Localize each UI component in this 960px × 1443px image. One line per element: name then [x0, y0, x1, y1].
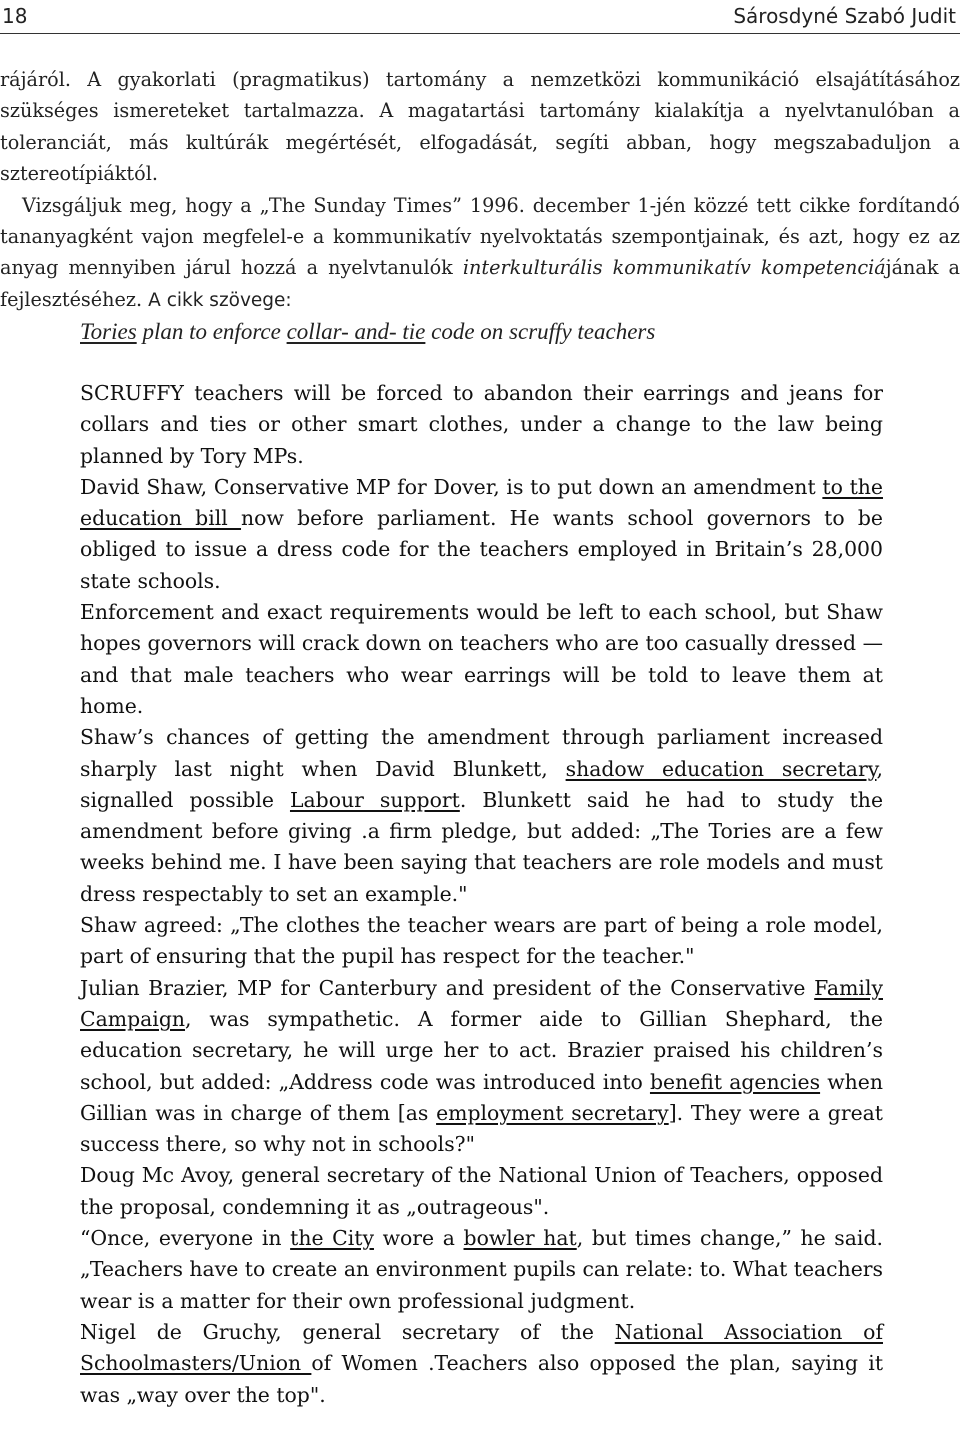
- link-shadow-education-secretary[interactable]: shadow education secretary: [565, 756, 877, 781]
- p6-text-4: ]. They were a great success there, so why not in schools?": [80, 1100, 883, 1157]
- p2-text-2: now before parliament. He wants school governors to be obliged to issue a dress code for the teachers employed in Britain’s 28,000 state schools.: [80, 506, 883, 593]
- title-link-tories[interactable]: Tories: [80, 319, 137, 345]
- title-text: plan to enforce: [136, 319, 287, 345]
- link-national-association[interactable]: National Association of Schoolmasters/Union: [80, 1319, 883, 1376]
- title-text-2: code on scruffy teachers: [425, 319, 656, 345]
- title-link-collar[interactable]: collar- and- tie: [286, 319, 426, 345]
- link-education-bill[interactable]: to the education bill: [80, 474, 883, 531]
- article-body: [80, 378, 883, 1411]
- p8-text: “Once, everyone in: [80, 1226, 291, 1251]
- intro-paragraph-1: rájáról. A gyakorlati (pragmatikus) tartomány a nemzetközi kommunikáció elsajátításához szükséges ismereteket tartalmazza. A magatartási tartomány kialakítja a nyelvtanulóban a toleranciát, más kultúrák megértését, elfogadását, segíti abban, hogy megszabaduljon a sztereotípiáktól.: [0, 68, 960, 186]
- article-title: [0, 317, 960, 347]
- article-paragraph-8: [80, 1223, 883, 1317]
- p4-text-3: . Blunkett said he had to study the amendment before giving .a firm pledge, but added: „The Tories are a few weeks behind me. I have been saying that teachers are role models and must dress respectably to set an example.": [80, 787, 884, 906]
- intro-text: [0, 64, 960, 347]
- running-head-author: Sárosdyné Szabó Judit: [733, 4, 956, 28]
- article-paragraph-7: Doug Mc Avoy, general secretary of the National Union of Teachers, opposed the proposal, condemning it as „outrageous".: [80, 1163, 883, 1219]
- article-paragraph-6: [80, 973, 883, 1161]
- link-bowler-hat[interactable]: bowler hat: [463, 1226, 577, 1251]
- article-paragraph-4: [80, 722, 883, 910]
- p8-text-2: wore a: [373, 1226, 464, 1251]
- page-number: 18: [2, 4, 28, 28]
- article-paragraph-3: Enforcement and exact requirements would be left to each school, but Shaw hopes governors will crack down on teachers who are too casually dressed — and that male teachers who wear earrings will be told to leave them at home.: [80, 600, 883, 718]
- p4-text: Shaw’s chances of getting the amendment through parliament increased sharply last night when David Blunkett,: [80, 725, 883, 781]
- p6-text-2: , was sympathetic. A former aide to Gillian Shephard, the education secretary, he will urge her to act. Brazier praised his children’s school, but added: „Address code was introduced into: [80, 1006, 883, 1094]
- article-paragraph-9: [80, 1317, 883, 1411]
- link-labour-support[interactable]: Labour support: [289, 787, 460, 812]
- link-family-campaign[interactable]: Family Campaign: [80, 975, 883, 1031]
- intro-p2-text-3: A cikk szövege:: [148, 289, 292, 311]
- p6-text: Julian Brazier, MP for Canterbury and president of the Conservative: [80, 975, 815, 1000]
- article-paragraph-5: Shaw agreed: „The clothes the teacher wears are part of being a role model, part of ensuring that the pupil has respect for the teacher.": [80, 913, 883, 969]
- p8-text-3: , but times change,” he said. „Teachers have to create an environment pupils can relate: to. What teachers wear is a matter for their own professional judgment.: [80, 1226, 883, 1313]
- article-paragraph-2: [80, 472, 883, 597]
- link-benefit-agencies[interactable]: benefit agencies: [649, 1069, 821, 1094]
- p4-text-2: , signalled possible: [80, 756, 883, 812]
- p9-text-2: of Women .Teachers also opposed the plan, saying it was „way over the top".: [80, 1351, 884, 1407]
- p9-text: Nigel de Gruchy, general secretary of the: [80, 1319, 615, 1344]
- p2-text: David Shaw, Conservative MP for Dover, is to put down an amendment: [80, 474, 823, 499]
- intro-p2-text: Vizsgáljuk meg, hogy a „The Sunday Times” 1996. december 1-jén közzé tett cikke fordítandó tananyagként vajon megfelel-e a kommunikatív nyelvoktatás szempontjainak, és azt, hogy ez az anyag mennyiben járul hozzá a nyelvtanulók: [0, 193, 960, 280]
- link-employment-secretary[interactable]: employment secretary: [436, 1100, 669, 1125]
- header-rule: [0, 33, 960, 34]
- article-paragraph-1: SCRUFFY teachers will be forced to abandon their earrings and jeans for collars and ties or other smart clothes, under a change to the law being planned by Tory MPs.: [80, 381, 883, 468]
- page-header: [0, 0, 960, 36]
- link-the-city[interactable]: the City: [290, 1226, 374, 1251]
- intro-p2-text-2: jának a fejlesztéséhez.: [0, 256, 960, 311]
- p6-text-3: when Gillian was in charge of them [as: [80, 1069, 883, 1125]
- intro-p2-italic: interkulturális kommunikatív kompetenciá: [462, 256, 886, 280]
- intro-paragraph-2: [0, 190, 960, 317]
